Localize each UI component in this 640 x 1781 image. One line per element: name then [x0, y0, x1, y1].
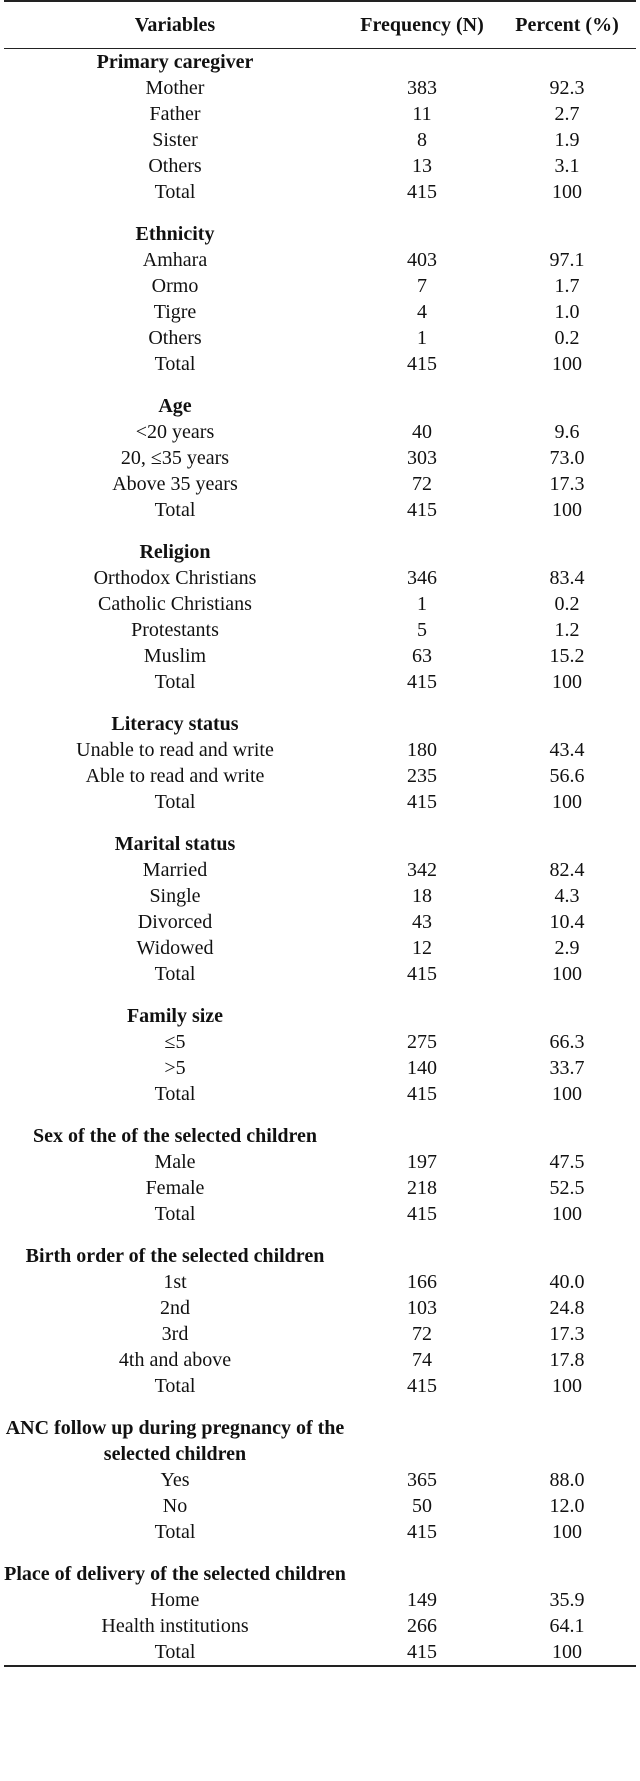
table-row [4, 1373, 636, 1399]
empty-cell [346, 1415, 498, 1467]
frequency-value: 346 [407, 567, 437, 589]
row-label: Widowed [136, 937, 214, 959]
row-label: Total [154, 671, 196, 693]
percent-value: 17.8 [549, 1349, 585, 1371]
row-label: Married [142, 859, 208, 881]
percent-value: 33.7 [549, 1057, 585, 1079]
section-spacer [4, 1227, 636, 1243]
table-row [4, 857, 636, 883]
table-row [4, 1175, 636, 1201]
empty-cell [346, 831, 498, 857]
row-label: Single [149, 885, 201, 907]
section-header-row [4, 1243, 636, 1269]
section-header-row [4, 1003, 636, 1029]
percent-value: 24.8 [549, 1297, 585, 1319]
section-title: Marital status [114, 833, 236, 855]
row-label: <20 years [135, 421, 215, 443]
percent-value: 17.3 [549, 473, 585, 495]
percent-value: 10.4 [549, 911, 585, 933]
table-row [4, 445, 636, 471]
empty-cell [498, 539, 636, 565]
table-row [4, 273, 636, 299]
section-spacer [4, 377, 636, 393]
empty-cell [498, 831, 636, 857]
table-body [4, 49, 636, 1667]
characteristics-table [4, 0, 636, 1667]
section-header-row [4, 1561, 636, 1587]
table-row [4, 247, 636, 273]
row-label: Total [154, 791, 196, 813]
frequency-value: 403 [407, 249, 437, 271]
table-row [4, 591, 636, 617]
row-label: ≤5 [164, 1031, 186, 1053]
frequency-value: 415 [407, 181, 437, 203]
row-label: Ormo [151, 275, 199, 297]
table-row [4, 127, 636, 153]
row-label: Total [154, 963, 196, 985]
table-row [4, 1201, 636, 1227]
empty-cell [346, 539, 498, 565]
row-label: Muslim [143, 645, 207, 667]
section-header-row [4, 49, 636, 76]
percent-value: 1.7 [554, 275, 580, 297]
section-spacer [4, 1545, 636, 1561]
percent-value: 52.5 [549, 1177, 585, 1199]
percent-value: 73.0 [549, 447, 585, 469]
table-row [4, 909, 636, 935]
percent-value: 97.1 [549, 249, 585, 271]
frequency-value: 415 [407, 671, 437, 693]
frequency-value: 365 [407, 1469, 437, 1491]
percent-value: 1.0 [554, 301, 580, 323]
row-label: >5 [164, 1057, 186, 1079]
frequency-value: 415 [407, 1083, 437, 1105]
frequency-value: 5 [417, 619, 427, 641]
table-row [4, 471, 636, 497]
row-label: Total [154, 353, 196, 375]
frequency-value: 1 [417, 327, 427, 349]
percent-value: 100 [552, 1083, 582, 1105]
section-header-row [4, 221, 636, 247]
percent-value: 100 [552, 353, 582, 375]
table-row [4, 497, 636, 523]
percent-value: 100 [552, 1203, 582, 1225]
row-label: Others [148, 155, 202, 177]
section-title: Ethnicity [135, 223, 215, 245]
table-row [4, 1149, 636, 1175]
table-row [4, 1295, 636, 1321]
frequency-value: 415 [407, 791, 437, 813]
table-row [4, 789, 636, 815]
section-spacer [4, 987, 636, 1003]
row-label: Female [145, 1177, 205, 1199]
table-row [4, 325, 636, 351]
percent-value: 9.6 [554, 421, 580, 443]
row-label: Able to read and write [85, 765, 265, 787]
frequency-value: 7 [417, 275, 427, 297]
row-label: Total [154, 181, 196, 203]
percent-value: 1.9 [554, 129, 580, 151]
section-header-row [4, 831, 636, 857]
percent-value: 100 [552, 1641, 582, 1663]
frequency-value: 197 [407, 1151, 437, 1173]
row-label: Total [154, 1641, 196, 1663]
row-label: Health institutions [101, 1615, 249, 1637]
table-row [4, 1519, 636, 1545]
row-label: Total [154, 1203, 196, 1225]
empty-cell [498, 393, 636, 419]
percent-value: 100 [552, 499, 582, 521]
percent-value: 66.3 [549, 1031, 585, 1053]
spacer-cell [4, 1227, 636, 1243]
empty-cell [346, 1003, 498, 1029]
frequency-value: 415 [407, 353, 437, 375]
frequency-value: 266 [407, 1615, 437, 1637]
section-header-row [4, 711, 636, 737]
section-title: Literacy status [111, 713, 239, 735]
row-label: Mother [145, 77, 205, 99]
percent-value: 100 [552, 1375, 582, 1397]
frequency-value: 415 [407, 1203, 437, 1225]
table-row [4, 153, 636, 179]
table-row [4, 1347, 636, 1373]
spacer-cell [4, 205, 636, 221]
empty-cell [498, 221, 636, 247]
table-row [4, 351, 636, 377]
row-label: Orthodox Christians [93, 567, 257, 589]
row-label: 4th and above [118, 1349, 232, 1371]
row-label: Tigre [153, 301, 197, 323]
percent-value: 100 [552, 1521, 582, 1543]
table-row [4, 565, 636, 591]
row-label: Sister [152, 129, 198, 151]
section-spacer [4, 523, 636, 539]
frequency-value: 13 [412, 155, 432, 177]
frequency-value: 72 [412, 1323, 432, 1345]
section-spacer [4, 815, 636, 831]
section-title: Religion [139, 541, 211, 563]
table-row [4, 419, 636, 445]
frequency-value: 166 [407, 1271, 437, 1293]
row-label: Home [150, 1589, 200, 1611]
frequency-value: 235 [407, 765, 437, 787]
frequency-value: 40 [412, 421, 432, 443]
section-spacer [4, 695, 636, 711]
section-header-row [4, 1123, 636, 1149]
row-label: Father [149, 103, 201, 125]
spacer-cell [4, 815, 636, 831]
row-label: Divorced [137, 911, 213, 933]
table-row [4, 1467, 636, 1493]
frequency-value: 383 [407, 77, 437, 99]
section-title: Birth order of the selected children [25, 1245, 325, 1267]
percent-value: 0.2 [554, 327, 580, 349]
table-row [4, 1613, 636, 1639]
table-row [4, 763, 636, 789]
frequency-value: 415 [407, 1521, 437, 1543]
percent-value: 3.1 [554, 155, 580, 177]
section-header-row [4, 393, 636, 419]
empty-cell [346, 1561, 498, 1587]
section-header-row [4, 1415, 636, 1467]
percent-value: 100 [552, 671, 582, 693]
spacer-cell [4, 987, 636, 1003]
empty-cell [498, 1003, 636, 1029]
section-spacer [4, 1107, 636, 1123]
row-label: Unable to read and write [76, 739, 274, 761]
section-title: Age [158, 395, 192, 417]
table-row [4, 1639, 636, 1666]
percent-value: 43.4 [549, 739, 585, 761]
frequency-value: 218 [407, 1177, 437, 1199]
row-label: Others [148, 327, 202, 349]
percent-value: 83.4 [549, 567, 585, 589]
row-label: Total [154, 1083, 196, 1105]
percent-value: 64.1 [549, 1615, 585, 1637]
frequency-value: 43 [412, 911, 432, 933]
percent-value: 47.5 [549, 1151, 585, 1173]
table-row [4, 1587, 636, 1613]
spacer-cell [4, 1399, 636, 1415]
frequency-value: 63 [412, 645, 432, 667]
section-spacer [4, 1399, 636, 1415]
percent-value: 56.6 [549, 765, 585, 787]
column-header-variables: Variables [134, 13, 216, 36]
row-label: 3rd [161, 1323, 189, 1345]
row-label: Protestants [131, 619, 219, 641]
percent-value: 2.7 [554, 103, 580, 125]
header-row [4, 1, 636, 49]
frequency-value: 140 [407, 1057, 437, 1079]
frequency-value: 8 [417, 129, 427, 151]
empty-cell [346, 393, 498, 419]
frequency-value: 4 [417, 301, 427, 323]
row-label: 2nd [160, 1297, 190, 1319]
percent-value: 82.4 [549, 859, 585, 881]
section-title: Place of delivery of the selected children [4, 1563, 346, 1585]
section-title: ANC follow up during pregnancy of the selected children [5, 1417, 345, 1465]
table-row [4, 101, 636, 127]
percent-value: 12.0 [549, 1495, 585, 1517]
empty-cell [346, 49, 498, 76]
percent-value: 35.9 [549, 1589, 585, 1611]
spacer-cell [4, 1545, 636, 1561]
table-row [4, 935, 636, 961]
table-row [4, 1055, 636, 1081]
table-row [4, 643, 636, 669]
row-label: Above 35 years [112, 473, 238, 495]
table-row [4, 75, 636, 101]
frequency-value: 303 [407, 447, 437, 469]
frequency-value: 11 [412, 103, 432, 125]
table-row [4, 179, 636, 205]
frequency-value: 275 [407, 1031, 437, 1053]
row-label: 20, ≤35 years [120, 447, 230, 469]
empty-cell [346, 1123, 498, 1149]
table-row [4, 961, 636, 987]
table-row [4, 737, 636, 763]
frequency-value: 50 [412, 1495, 432, 1517]
table-row [4, 883, 636, 909]
percent-value: 100 [552, 791, 582, 813]
empty-cell [346, 221, 498, 247]
row-label: Total [154, 499, 196, 521]
percent-value: 4.3 [554, 885, 580, 907]
spacer-cell [4, 695, 636, 711]
column-header-frequency: Frequency (N) [360, 13, 484, 36]
empty-cell [498, 49, 636, 76]
percent-value: 15.2 [549, 645, 585, 667]
frequency-value: 74 [412, 1349, 432, 1371]
percent-value: 2.9 [554, 937, 580, 959]
frequency-value: 415 [407, 1641, 437, 1663]
frequency-value: 103 [407, 1297, 437, 1319]
row-label: Amhara [142, 249, 208, 271]
row-label: Total [154, 1521, 196, 1543]
table-row [4, 1321, 636, 1347]
spacer-cell [4, 1107, 636, 1123]
row-label: Total [154, 1375, 196, 1397]
frequency-value: 415 [407, 963, 437, 985]
column-header-percent: Percent (%) [515, 13, 619, 36]
row-label: Catholic Christians [98, 593, 252, 615]
percent-value: 100 [552, 963, 582, 985]
frequency-value: 12 [412, 937, 432, 959]
percent-value: 17.3 [549, 1323, 585, 1345]
section-title: Primary caregiver [96, 51, 254, 73]
row-label: Yes [160, 1469, 190, 1491]
table-row [4, 1493, 636, 1519]
percent-value: 100 [552, 181, 582, 203]
table-row [4, 1029, 636, 1055]
frequency-value: 72 [412, 473, 432, 495]
section-spacer [4, 205, 636, 221]
percent-value: 1.2 [554, 619, 580, 641]
frequency-value: 342 [407, 859, 437, 881]
spacer-cell [4, 377, 636, 393]
section-header-row [4, 539, 636, 565]
empty-cell [346, 1243, 498, 1269]
empty-cell [498, 711, 636, 737]
percent-value: 92.3 [549, 77, 585, 99]
table-row [4, 669, 636, 695]
section-title: Family size [126, 1005, 224, 1027]
table-row [4, 617, 636, 643]
table-header [4, 1, 636, 49]
row-label: 1st [163, 1271, 187, 1293]
frequency-value: 180 [407, 739, 437, 761]
empty-cell [498, 1561, 636, 1587]
row-label: Male [154, 1151, 196, 1173]
spacer-cell [4, 523, 636, 539]
table-row [4, 1081, 636, 1107]
section-title: Sex of the of the selected children [32, 1125, 318, 1147]
row-label: No [162, 1495, 188, 1517]
frequency-value: 149 [407, 1589, 437, 1611]
percent-value: 40.0 [549, 1271, 585, 1293]
table-row [4, 1269, 636, 1295]
frequency-value: 415 [407, 1375, 437, 1397]
frequency-value: 18 [412, 885, 432, 907]
empty-cell [498, 1243, 636, 1269]
percent-value: 88.0 [549, 1469, 585, 1491]
empty-cell [498, 1123, 636, 1149]
frequency-value: 1 [417, 593, 427, 615]
empty-cell [346, 711, 498, 737]
table-row [4, 299, 636, 325]
percent-value: 0.2 [554, 593, 580, 615]
empty-cell [498, 1415, 636, 1467]
frequency-value: 415 [407, 499, 437, 521]
